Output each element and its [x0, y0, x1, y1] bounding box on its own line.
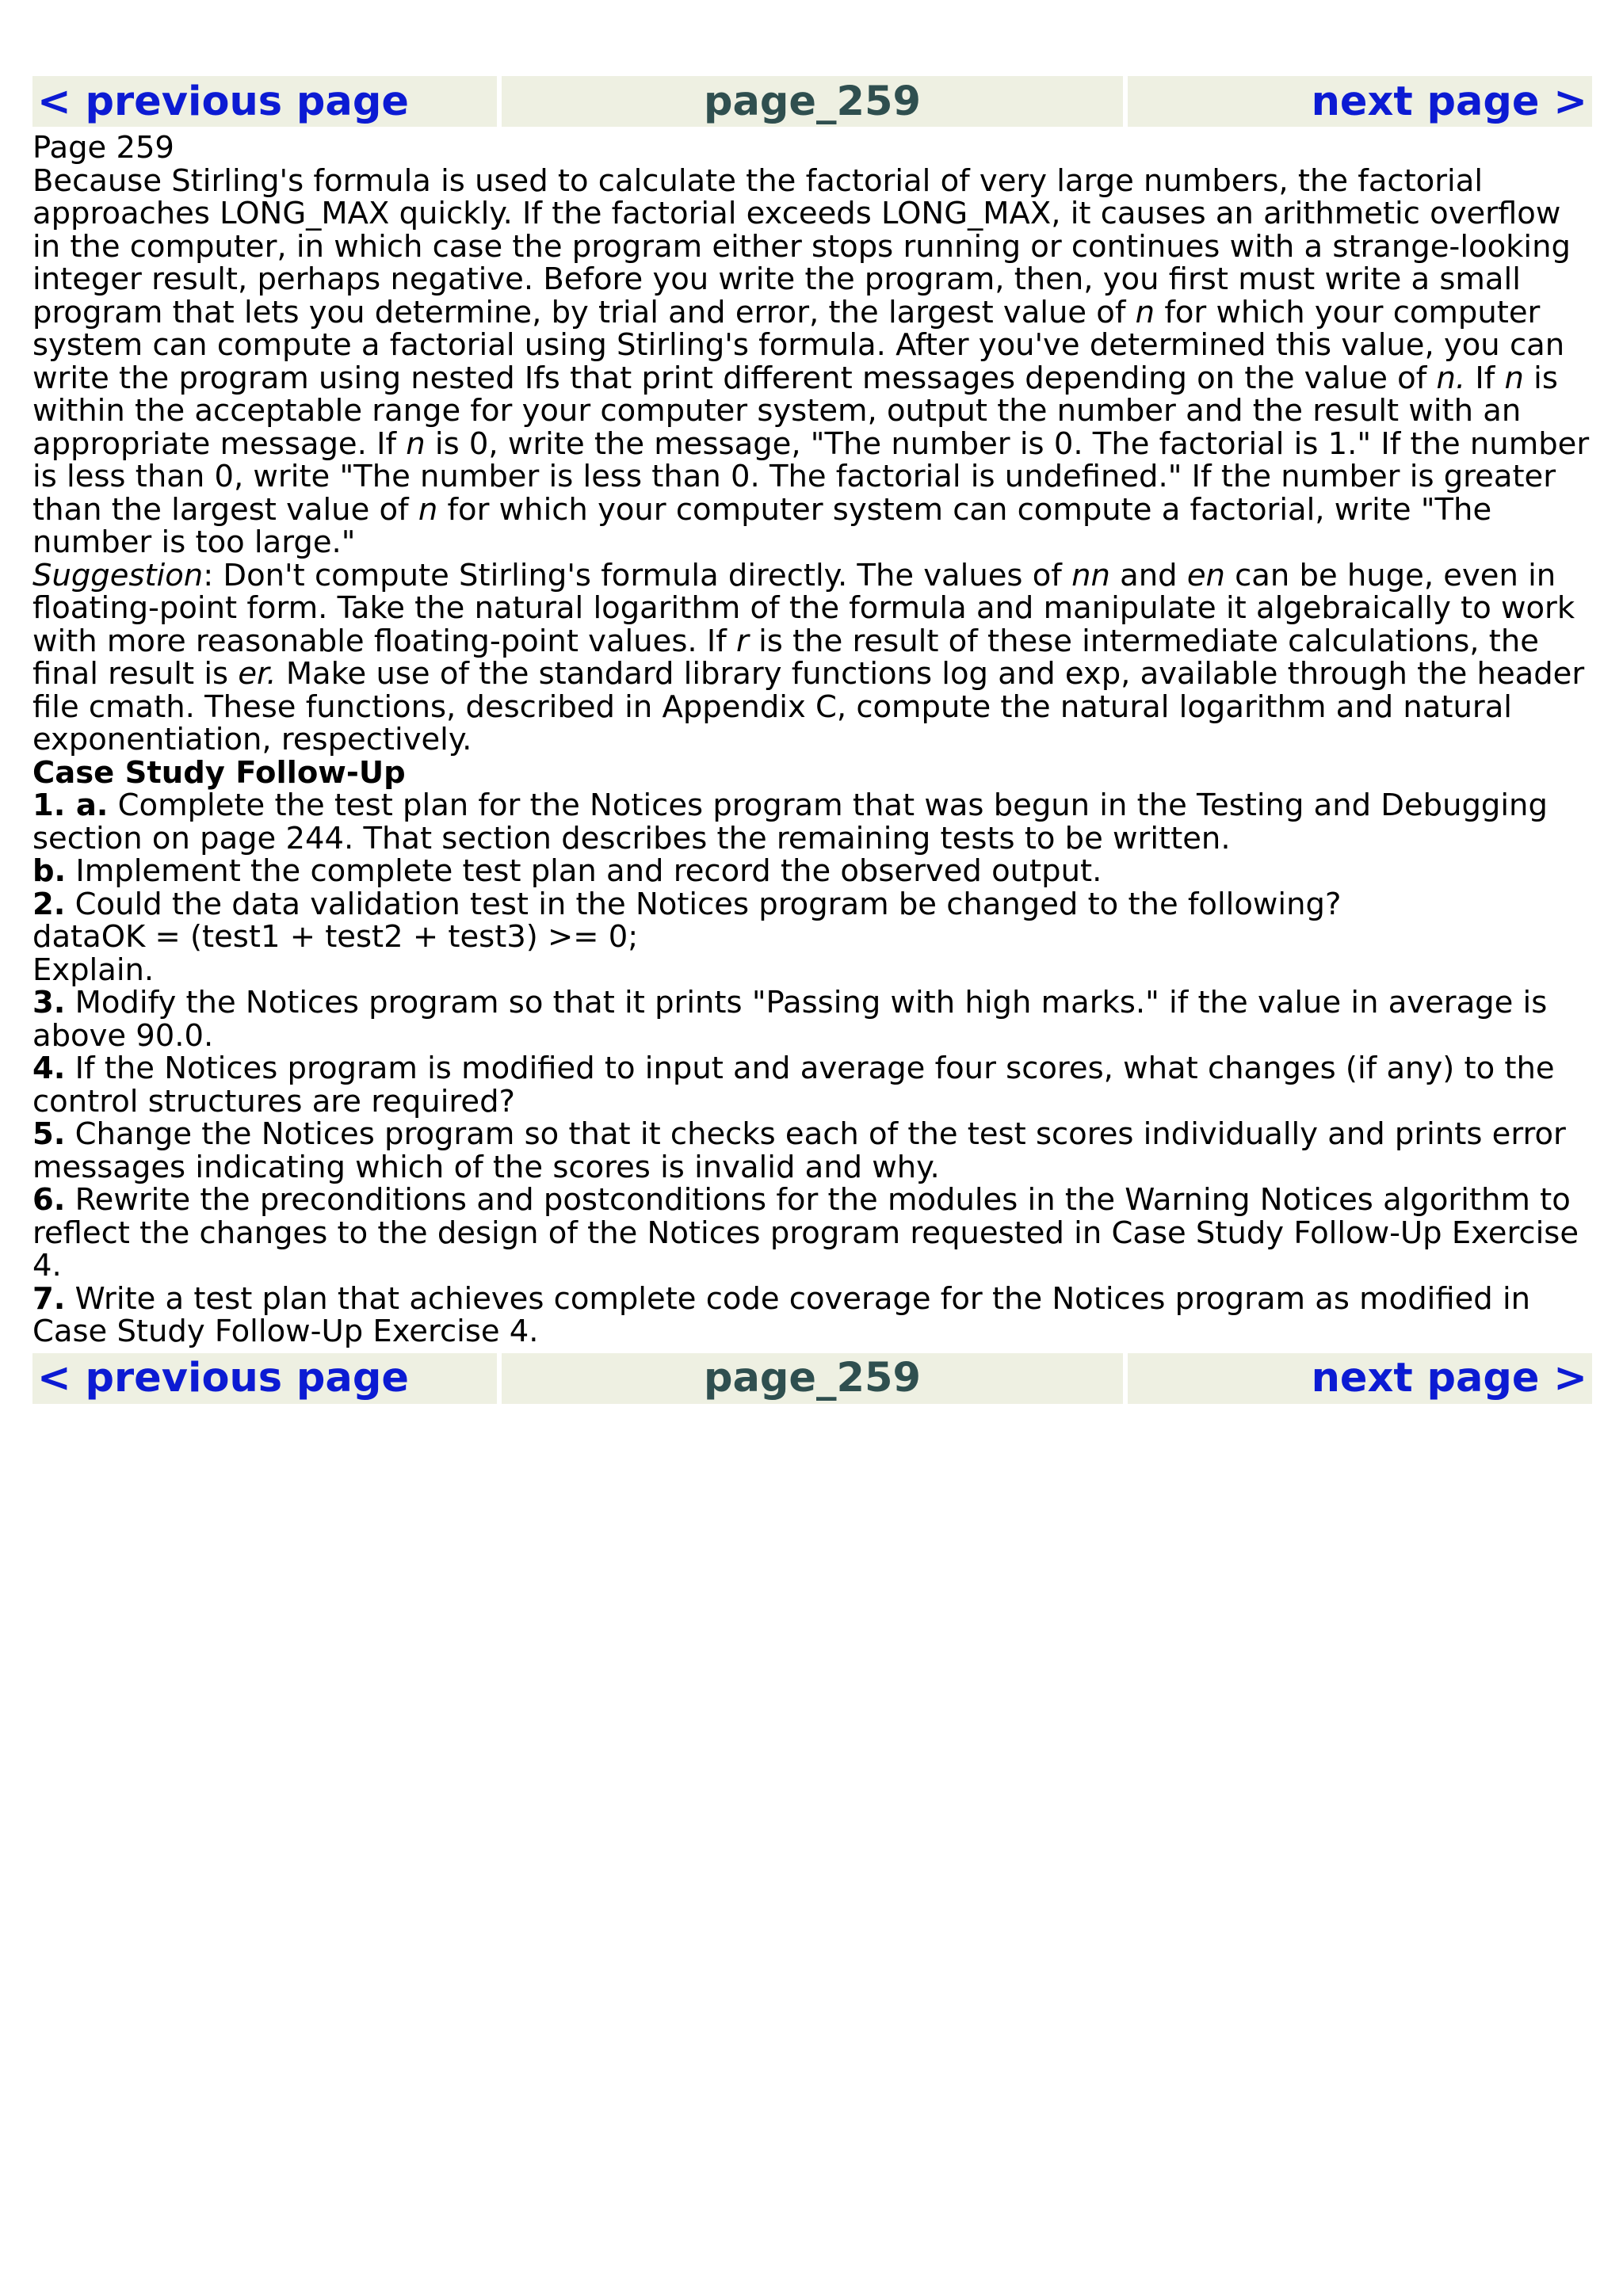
exercise-item	[32, 1052, 1592, 1118]
var-n: n	[1135, 294, 1155, 330]
suggestion-text-3: can be huge, even in floating-point form. Take the natural logarithm of the formula and manipulate it algebraically to work with more reasonable floating-point values. If	[32, 557, 1575, 659]
var-n: n	[418, 491, 438, 528]
intro-text-2: for which your computer system can compute a factorial using Stirling's formula. After you've determined this value, you can write the program using nested Ifs that print different messages depending on the value of	[32, 294, 1565, 396]
suggestion-text-2: and	[1109, 557, 1187, 593]
intro-text-1: Because Stirling's formula is used to calculate the factorial of very large numbers, the factorial approaches LONG_MAX quickly. If the factorial exceeds LONG_MAX, it causes an arithmetic overflow in the computer, in which case the program either stops running or continues with a strange-looking integer result, perhaps negative. Before you write the program, then, you first must write a small program that lets you determine, by trial and error, the largest value of	[32, 162, 1571, 330]
exercise-text: Could the data validation test in the Notices program be changed to the following?	[65, 886, 1342, 922]
exercise-number: 2.	[32, 886, 66, 922]
exercise-item	[32, 1280, 1592, 1349]
top-page-indicator: page_259	[502, 76, 1123, 127]
var-n: n.	[1436, 360, 1466, 396]
exercise-text: Change the Notices program so that it checks each of the test scores individually and prints error messages indicating which of the scores is invalid and why.	[32, 1116, 1566, 1185]
exercise-number: 4.	[32, 1051, 66, 1086]
exercise-item	[32, 888, 1592, 921]
exercise-text: Rewrite the preconditions and postconditions for the modules in the Warning Notices algorithm to reflect the changes to the design of the Notices program requested in Case Study Follow-Up Exercise 4.	[32, 1182, 1579, 1283]
exercise-text: Complete the test plan for the Notices program that was begun in the Testing and Debugging section on page 244. That section describes the remaining tests to be written.	[32, 788, 1548, 856]
page-content	[32, 127, 1592, 1353]
exercise-item	[32, 986, 1592, 1052]
top-navigation-bar	[32, 76, 1592, 127]
exercise-text: If the Notices program is modified to input and average four scores, what changes (if any) to the control structures are required?	[32, 1051, 1555, 1119]
var-n: n	[1504, 360, 1524, 396]
exercise-item	[32, 855, 1592, 888]
exercise-item	[32, 1184, 1592, 1283]
top-previous-page-link[interactable]: < previous page	[32, 76, 497, 127]
var-er: er.	[238, 656, 277, 692]
exercise-number: 6.	[32, 1182, 66, 1218]
var-nn: nn	[1071, 557, 1110, 593]
bottom-previous-page-link[interactable]: < previous page	[32, 1353, 497, 1404]
intro-text-6: for which your computer system can compute a factorial, write "The number is too large."	[32, 491, 1492, 560]
exercise-continuation: Explain.	[32, 952, 155, 988]
bottom-page-indicator: page_259	[502, 1353, 1123, 1404]
var-n: n	[406, 425, 426, 462]
intro-text-4: is within the acceptable range for your computer system, output the number and the result with an appropriate message. If	[32, 360, 1558, 462]
var-en: en	[1186, 557, 1225, 593]
code-line: dataOK = (test1 + test2 + test3) >= 0;	[32, 919, 639, 955]
bottom-next-page-link[interactable]: next page >	[1128, 1353, 1592, 1404]
top-next-page-link[interactable]: next page >	[1128, 76, 1592, 127]
exercise-text: Implement the complete test plan and record the observed output.	[66, 853, 1102, 889]
intro-text-3: If	[1465, 360, 1505, 396]
bottom-navigation-bar	[32, 1353, 1592, 1404]
suggestion-text-4: is the result of these intermediate calculations, the final result is	[32, 623, 1539, 692]
exercise-text: Modify the Notices program so that it prints "Passing with high marks." if the value in average is above 90.0.	[32, 985, 1548, 1054]
intro-text-5: is 0, write the message, "The number is 0. The factorial is 1." If the number is less than 0, write "The number is less than 0. The factorial is undefined." If the number is greater than the largest value of	[32, 425, 1590, 528]
suggestion-text-1: : Don't compute Stirling's formula directly. The values of	[203, 557, 1072, 593]
exercise-item	[32, 789, 1592, 855]
suggestion-text-5: Make use of the standard library functions log and exp, available through the header file cmath. These functions, described in Appendix C, compute the natural logarithm and natural exponentiation, respectively.	[32, 656, 1585, 757]
var-r: r	[736, 623, 749, 659]
exercise-number: 1. a.	[32, 788, 109, 823]
document-page	[32, 76, 1592, 1404]
case-study-heading: Case Study Follow-Up	[32, 754, 406, 791]
exercise-item	[32, 1118, 1592, 1184]
exercise-number: 7.	[32, 1280, 66, 1317]
page-number-label: Page 259	[32, 130, 174, 166]
suggestion-label: Suggestion	[32, 557, 204, 593]
suggestion-paragraph	[32, 559, 1592, 757]
exercise-number: 5.	[32, 1116, 66, 1152]
exercise-number: 3.	[32, 985, 66, 1020]
exercise-number: b.	[32, 853, 67, 889]
exercise-text: Write a test plan that achieves complete code coverage for the Notices program as modified in Case Study Follow-Up Exercise 4.	[32, 1280, 1531, 1349]
intro-paragraph	[32, 162, 1592, 560]
